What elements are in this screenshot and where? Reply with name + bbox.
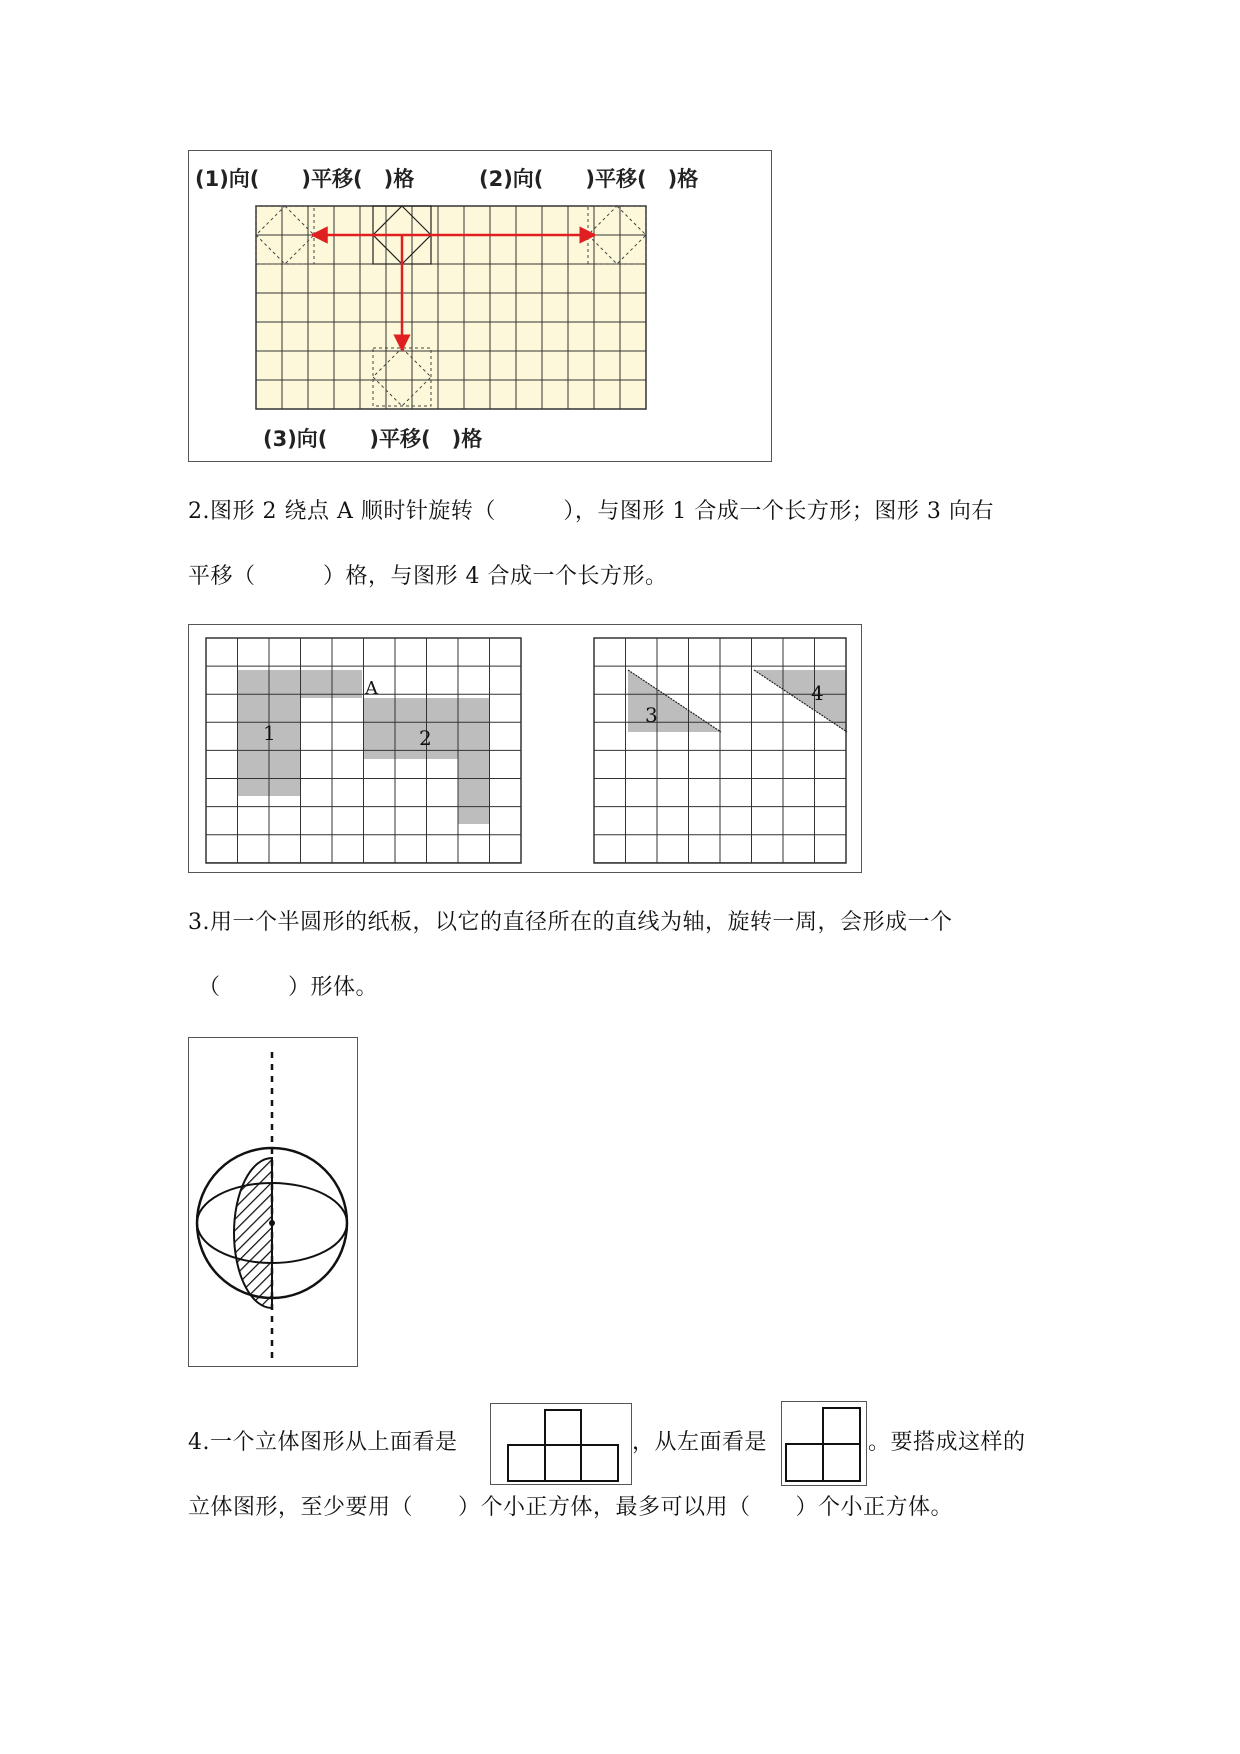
q4-line-2: 立体图形，至少要用（ ）个小正方体，最多可以用（ ）个小正方体。 (188, 1495, 954, 1520)
q4-line-1b: ，从左面看是 (632, 1430, 768, 1455)
q1-grid-background (256, 206, 646, 409)
q1-translation-grid (189, 151, 773, 463)
q2-line-2: 平移（ ）格，与图形 4 合成一个长方形。 (188, 564, 668, 589)
q2-shape-label-3: 3 (645, 703, 658, 727)
q4-line-1c: 。要搭成这样的 (868, 1430, 1026, 1455)
q2-shape-label-4: 4 (811, 681, 824, 705)
q1-label-3: (3)向( )平移( )格 (263, 427, 483, 451)
q3-line-1: 3.用一个半圆形的纸板，以它的直径所在的直线为轴，旋转一周，会形成一个 (188, 910, 953, 935)
q3-sphere-rotation (189, 1038, 359, 1368)
q1-label-2: (2)向( )平移( )格 (479, 167, 699, 191)
q2-grids (189, 625, 863, 874)
q4-left-view (781, 1401, 867, 1486)
q3-figure (188, 1037, 358, 1367)
q2-shape-1 (237, 670, 362, 796)
q4-top-view-drawing (491, 1404, 633, 1486)
q1-figure (188, 150, 772, 462)
q4-top-view (490, 1403, 632, 1485)
q3-line-2: （ ）形体。 (198, 975, 379, 1000)
q3-semicircle (234, 1158, 272, 1308)
q4-left-view-drawing (782, 1402, 868, 1487)
q2-figure (188, 624, 862, 873)
q2-shape-label-1: 1 (263, 721, 276, 745)
q4-line-1a: 4.一个立体图形从上面看是 (188, 1430, 458, 1455)
q2-point-label: A (365, 678, 378, 699)
q2-shape-label-2: 2 (419, 726, 432, 750)
q1-label-1: (1)向( )平移( )格 (195, 167, 415, 191)
q2-line-1: 2.图形 2 绕点 A 顺时针旋转（ ），与图形 1 合成一个长方形；图形 3 向右 (188, 499, 994, 524)
